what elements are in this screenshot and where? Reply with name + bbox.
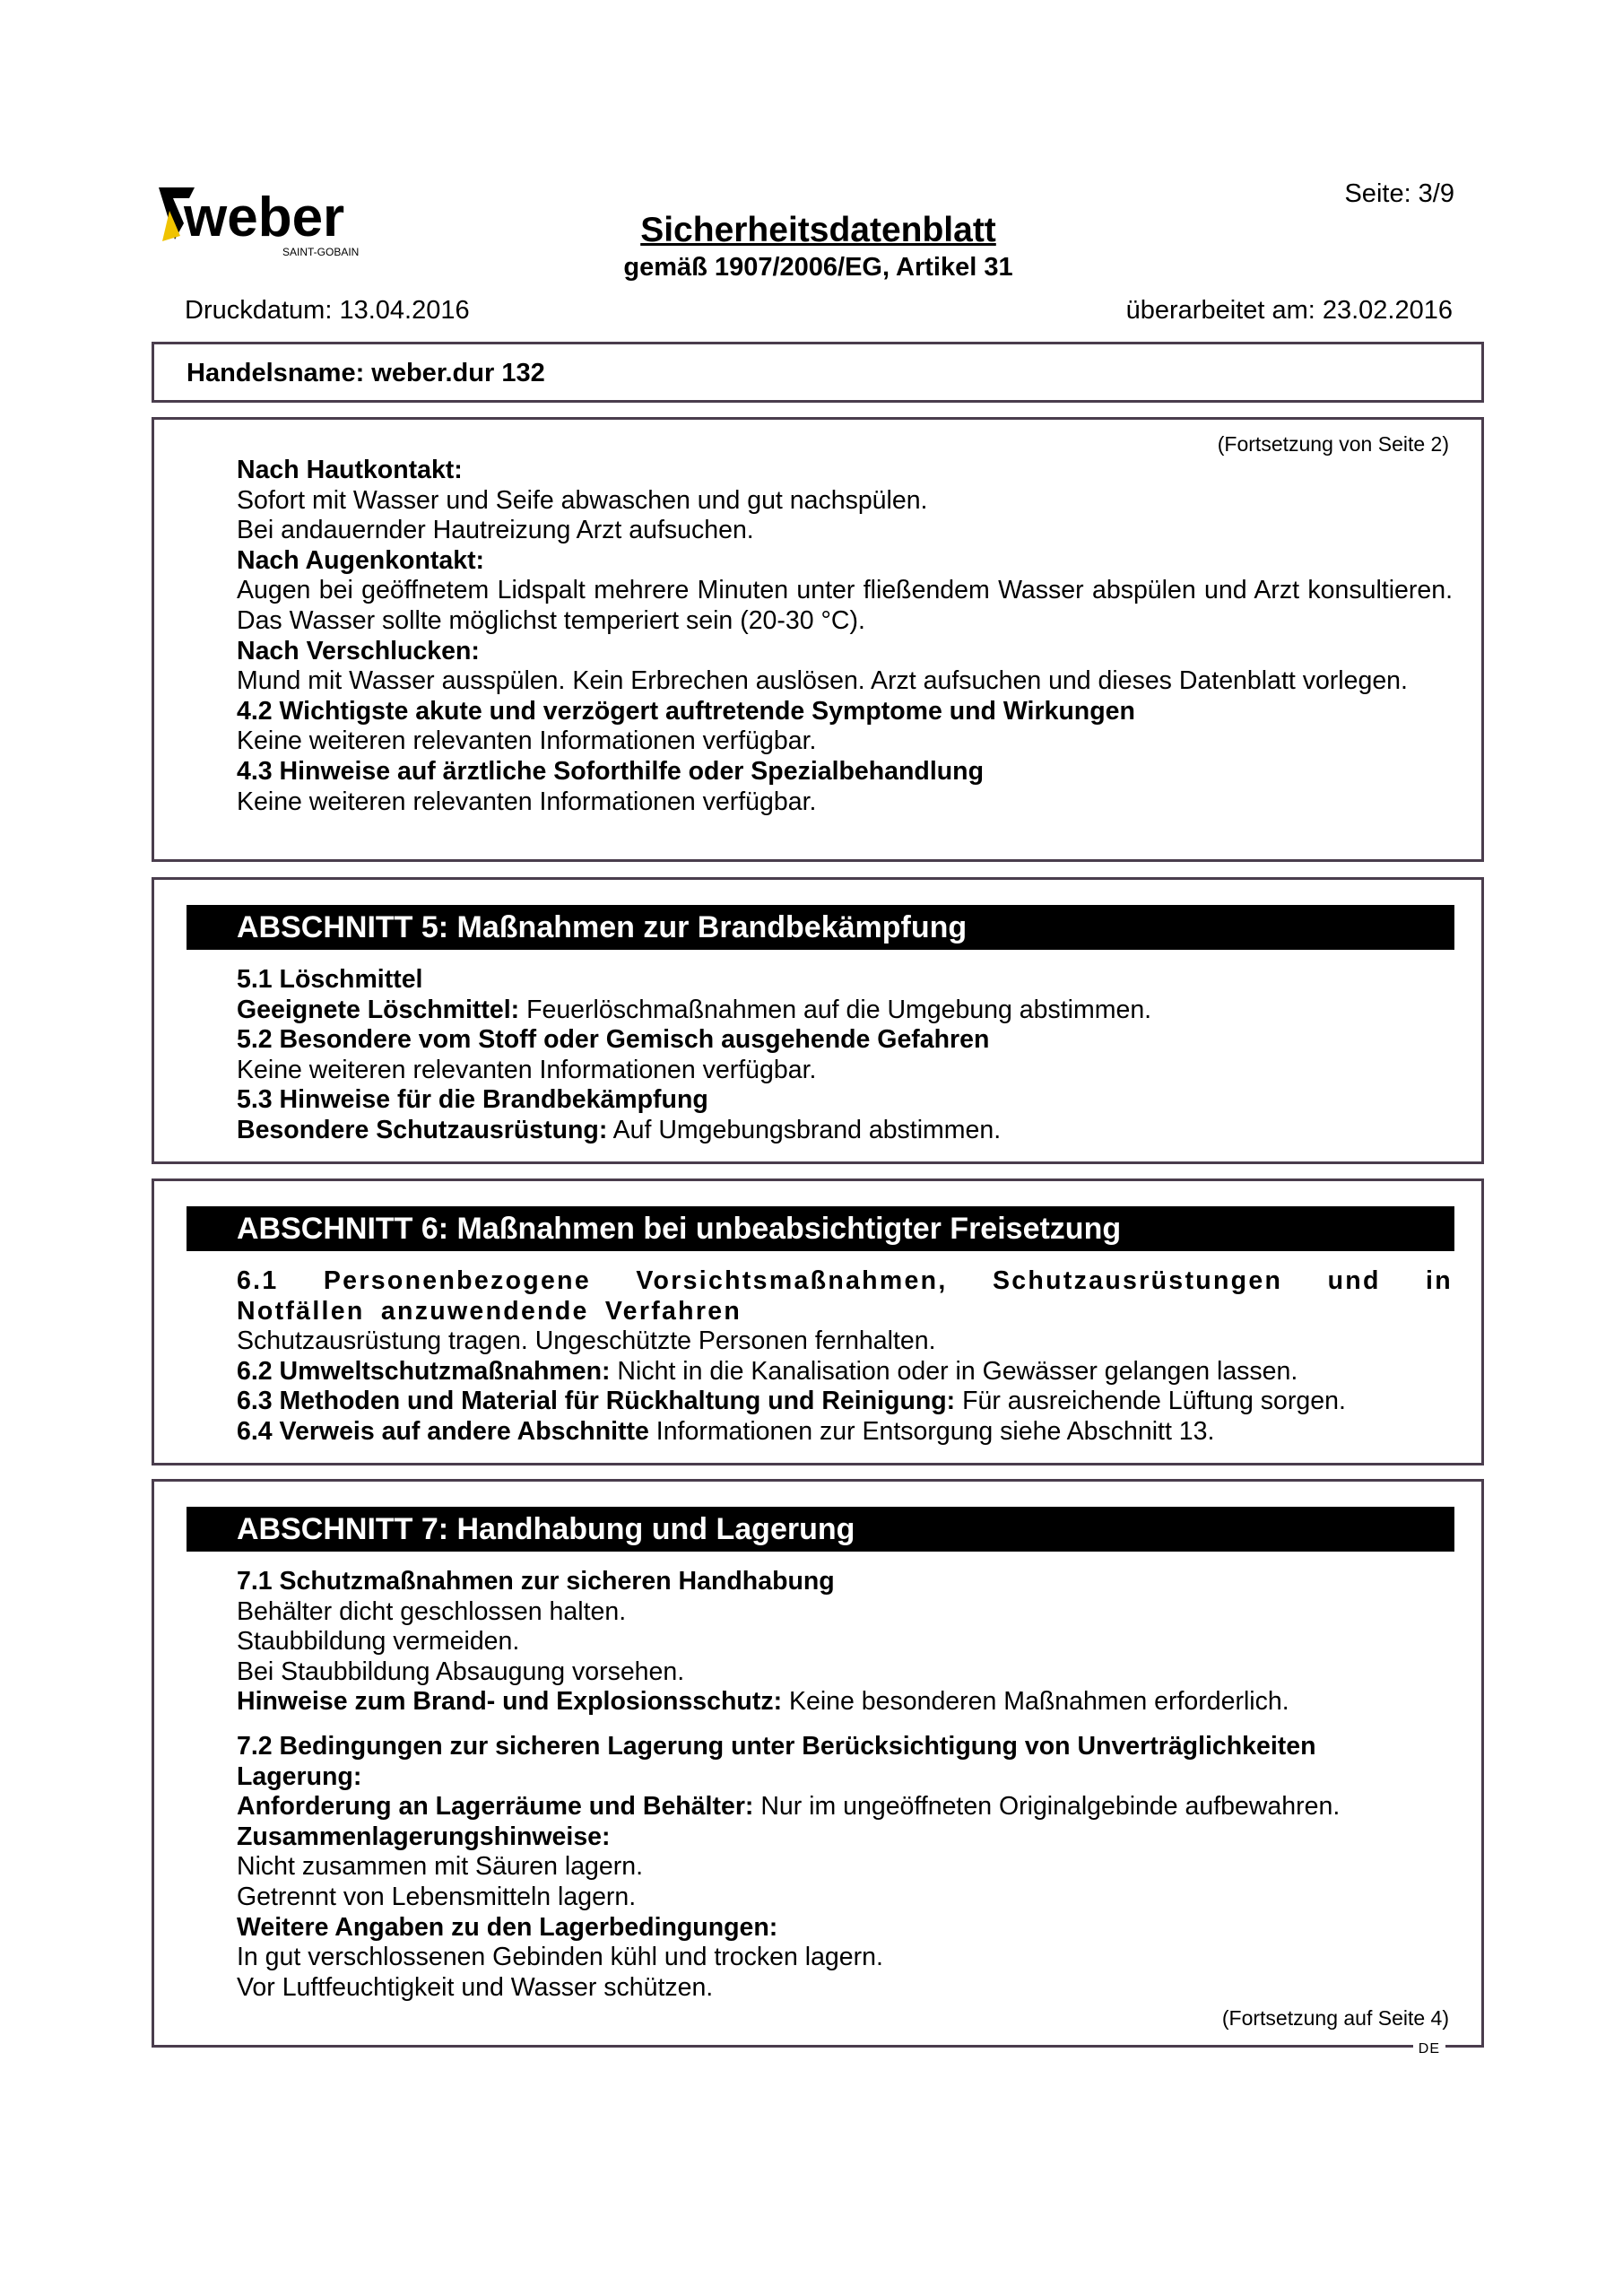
storage-requirements-label: Anforderung an Lagerräume und Behälter: — [237, 1792, 754, 1822]
fire-protection-value: Keine besonderen Maßnahmen erforderlich. — [782, 1687, 1289, 1717]
subsection-6-2-label: 6.2 Umweltschutzmaßnahmen: — [237, 1356, 611, 1386]
subsection-4-3-text: Keine weiteren relevanten Informationen verfügbar. — [237, 787, 817, 816]
section-5-content — [237, 965, 1453, 1146]
subsection-6-3-line — [237, 1387, 1453, 1417]
eye-contact-heading: Nach Augenkontakt: — [237, 545, 485, 575]
subsection-6-2-line — [237, 1357, 1453, 1387]
handling-line: Behälter dicht geschlossen halten. — [237, 1596, 627, 1626]
subsection-6-3-label: 6.3 Methoden und Material für Rückhaltung und Reinigung: — [237, 1387, 956, 1416]
document-title: Sicherheitsdatenblatt — [640, 211, 996, 249]
section-6-title: ABSCHNITT 6: Maßnahmen bei unbeabsichtigter Freisetzung — [187, 1206, 1454, 1251]
section-4-content — [237, 456, 1453, 817]
storage-requirements-value: Nur im ungeöffneten Originalgebinde aufbewahren. — [753, 1792, 1341, 1822]
section-6-box — [152, 1178, 1484, 1465]
subsection-7-1-heading: 7.1 Schutzmaßnahmen zur sicheren Handhabung — [237, 1567, 835, 1596]
handling-line: Staubbildung vermeiden. — [237, 1627, 520, 1657]
logo-subtext: SAINT-GOBAIN — [282, 246, 360, 258]
subsection-5-2-heading: 5.2 Besondere vom Stoff oder Gemisch ausgehende Gefahren — [237, 1025, 990, 1055]
print-date: Druckdatum: 13.04.2016 — [185, 296, 470, 325]
further-storage-heading: Weitere Angaben zu den Lagerbedingungen: — [237, 1912, 778, 1942]
protective-equipment-label: Besondere Schutzausrüstung: — [237, 1115, 608, 1144]
combined-storage-line: Nicht zusammen mit Säuren lagern. — [237, 1852, 644, 1882]
combined-storage-heading: Zusammenlagerungshinweise: — [237, 1822, 611, 1851]
subsection-6-1-text: Schutzausrüstung tragen. Ungeschützte Personen fernhalten. — [237, 1326, 936, 1356]
section-4-continuation — [152, 417, 1484, 862]
subsection-6-4-line — [237, 1417, 1453, 1448]
subsection-6-4-value: Informationen zur Entsorgung siehe Abschnitt 13. — [648, 1416, 1215, 1446]
extinguishing-media-line — [237, 996, 1453, 1026]
further-storage-line: In gut verschlossenen Gebinden kühl und trocken lagern. — [237, 1943, 883, 1972]
continued-from-note: (Fortsetzung von Seite 2) — [1217, 432, 1449, 456]
trade-name-box — [152, 342, 1484, 403]
subsection-4-3-heading: 4.3 Hinweise auf ärztliche Soforthilfe oder Spezialbehandlung — [237, 756, 984, 786]
subsection-6-3-value: Für ausreichende Lüftung sorgen. — [955, 1387, 1346, 1416]
section-7-box — [152, 1479, 1484, 2057]
subsection-6-2-value: Nicht in die Kanalisation oder in Gewässer gelangen lassen. — [610, 1356, 1298, 1386]
protective-equipment-value: Auf Umgebungsbrand abstimmen. — [607, 1115, 1002, 1144]
protective-equipment-line — [237, 1116, 1453, 1146]
fire-protection-line — [237, 1687, 1453, 1718]
section-6-content — [237, 1266, 1453, 1448]
eye-contact-text: Augen bei geöffnetem Lidspalt mehrere Minuten unter fließendem Wasser abspülen und Arzt konsultieren. Das Wasser sollte möglichst temperiert sein (20-30 °C). — [237, 576, 1453, 635]
storage-heading: Lagerung: — [237, 1761, 362, 1791]
subsection-5-1-heading: 5.1 Löschmittel — [237, 965, 423, 994]
skin-contact-line: Sofort mit Wasser und Seife abwaschen und gut nachspülen. — [237, 485, 928, 515]
skin-contact-line: Bei andauernder Hautreizung Arzt aufsuchen. — [237, 516, 754, 545]
fire-protection-label: Hinweise zum Brand- und Explosionsschutz: — [237, 1687, 783, 1717]
section-7-title: ABSCHNITT 7: Handhabung und Lagerung — [187, 1507, 1454, 1552]
paragraph-gap — [237, 1718, 1453, 1732]
revision-date: überarbeitet am: 23.02.2016 — [1125, 296, 1453, 325]
subsection-6-1-heading: 6.1 Personenbezogene Vorsichtsmaßnahmen, Schutzausrüstungen und in Notfällen anzuwendende Verfahren — [237, 1266, 1453, 1326]
handling-line: Bei Staubbildung Absaugung vorsehen. — [237, 1657, 685, 1686]
document-subtitle: gemäß 1907/2006/EG, Artikel 31 — [623, 253, 1013, 282]
subsection-7-2-heading: 7.2 Bedingungen zur sicheren Lagerung unter Berücksichtigung von Unverträglichkeiten — [237, 1731, 1316, 1761]
subsection-4-2-heading: 4.2 Wichtigste akute und verzögert auftretende Symptome und Wirkungen — [237, 696, 1135, 726]
subsection-5-3-heading: 5.3 Hinweise für die Brandbekämpfung — [237, 1085, 708, 1115]
page-number: Seite: 3/9 — [1344, 179, 1454, 208]
logo-wordmark: weber — [184, 187, 345, 248]
swallow-heading: Nach Verschlucken: — [237, 636, 480, 665]
section-5-title: ABSCHNITT 5: Maßnahmen zur Brandbekämpfung — [187, 905, 1454, 950]
continued-on-note: (Fortsetzung auf Seite 4) — [1221, 2006, 1449, 2030]
language-tag: DE — [1413, 2041, 1445, 2057]
section-5-box — [152, 877, 1484, 1164]
storage-requirements-line — [237, 1792, 1453, 1822]
skin-contact-heading: Nach Hautkontakt: — [237, 456, 463, 484]
further-storage-line: Vor Luftfeuchtigkeit und Wasser schützen. — [237, 1972, 714, 2002]
extinguishing-media-label: Geeignete Löschmittel: — [237, 995, 520, 1024]
swallow-text: Mund mit Wasser ausspülen. Kein Erbrechen auslösen. Arzt aufsuchen und dieses Datenblatt vorlegen. — [237, 666, 1408, 696]
extinguishing-media-value: Feuerlöschmaßnahmen auf die Umgebung abstimmen. — [519, 995, 1152, 1024]
trade-name: Handelsname: weber.dur 132 — [187, 359, 545, 387]
subsection-4-2-text: Keine weiteren relevanten Informationen verfügbar. — [237, 726, 817, 756]
subsection-6-4-label: 6.4 Verweis auf andere Abschnitte — [237, 1416, 649, 1446]
section-7-content — [237, 1567, 1453, 2003]
subsection-5-2-text: Keine weiteren relevanten Informationen verfügbar. — [237, 1055, 817, 1084]
combined-storage-line: Getrennt von Lebensmitteln lagern. — [237, 1882, 637, 1911]
